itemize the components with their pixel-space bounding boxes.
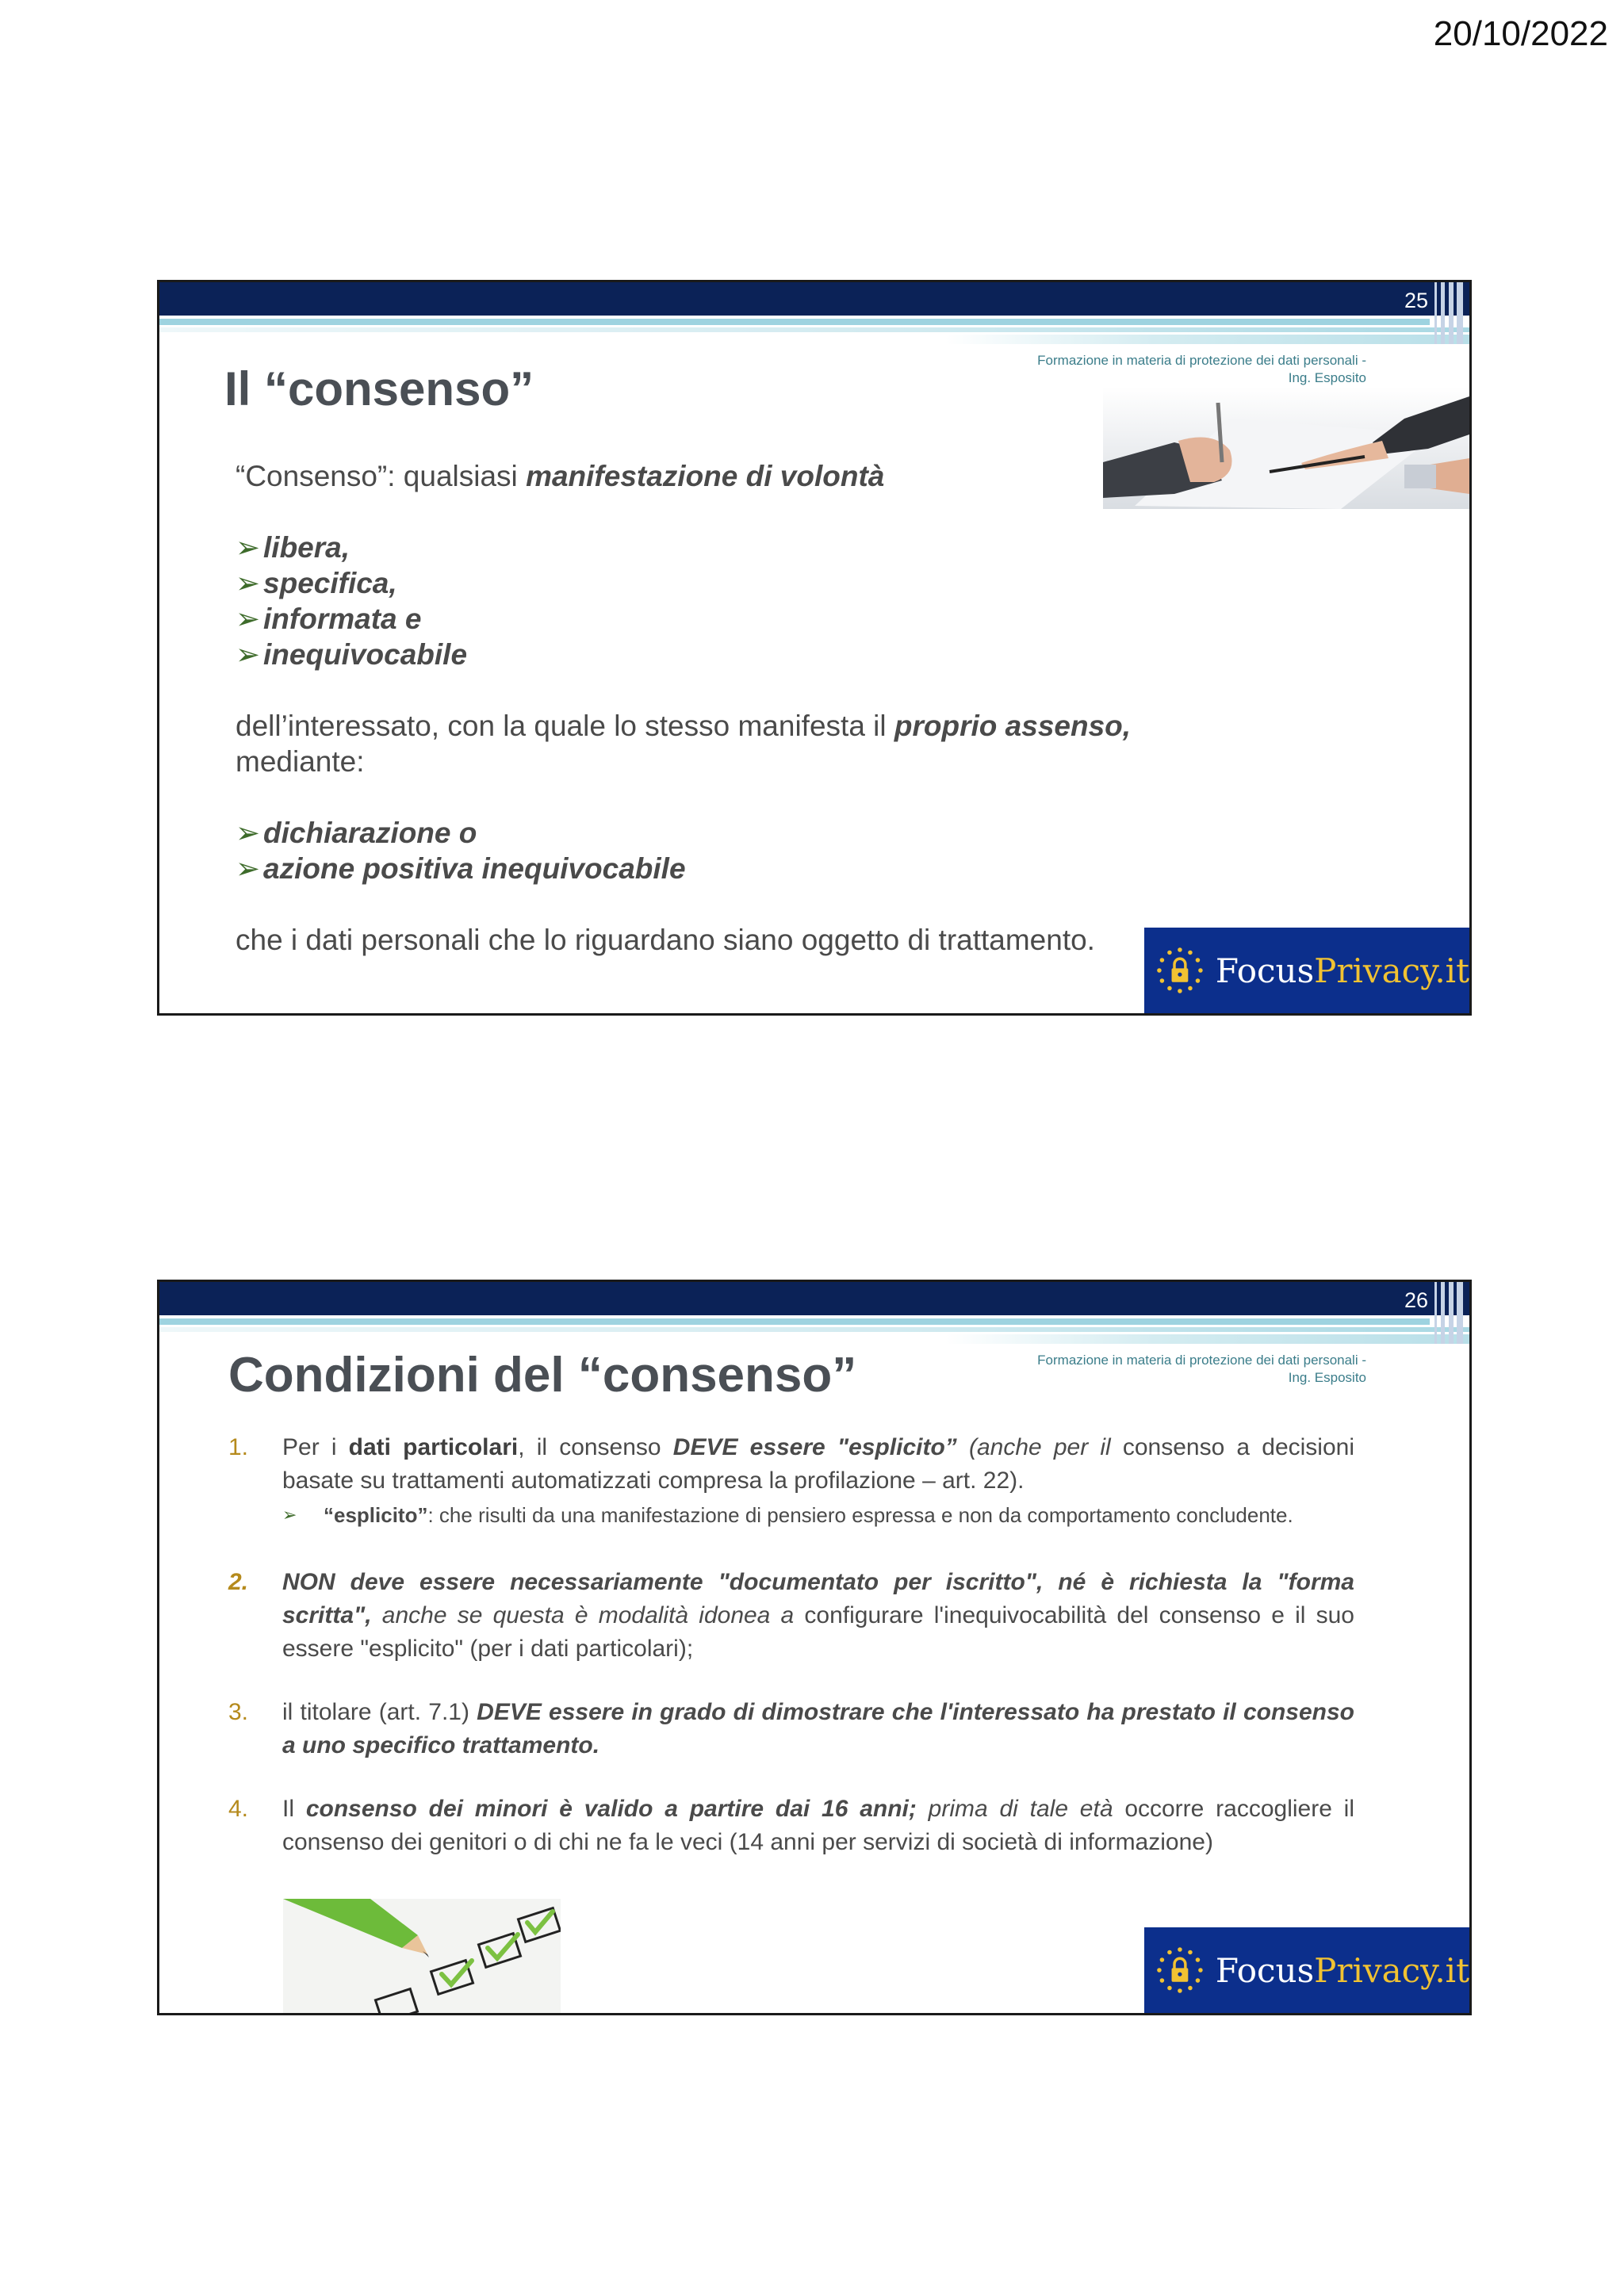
condition-subitem: ➢ “esplicito”: che risulti da una manifestazione di pensiero espressa e non da comportamento concludente. — [282, 1503, 1293, 1527]
focusprivacy-logo: FocusPrivacy.it — [1144, 1927, 1469, 2013]
middle-line: dell’interessato, con la quale lo stesso manifesta il proprio assenso, mediante: — [236, 710, 1132, 778]
slide-25 — [157, 280, 1472, 1016]
eu-lock-icon — [1154, 1940, 1206, 2000]
list-item: ➢ informata e — [236, 603, 422, 635]
qualities-list — [236, 530, 1266, 672]
eu-lock-icon — [1154, 940, 1206, 1001]
condition-item-3: 3. il titolare (art. 7.1) DEVE essere in grado di dimostrare che l'interessato ha prestato il consenso a uno specifico trattamento. — [228, 1699, 1354, 1758]
decor-stripes — [1434, 282, 1466, 344]
decor-band — [159, 1318, 1430, 1325]
slide-top-bar — [159, 1282, 1469, 1315]
decor-band — [945, 335, 1469, 344]
condition-item-2: 2. NON deve essere necessariamente "documentato per iscritto", né è richiesta la "forma scritta", anche se questa è modalità idonea a configurare l'inequivocabilità del consenso e il suo essere "esplicito" (per i dati particolari); — [228, 1569, 1354, 1662]
header-note: Formazione in materia di protezione dei dati personali - Ing. Esposito — [1037, 1353, 1366, 1385]
decor-band — [945, 1334, 1469, 1344]
list-item: ➢ dichiarazione o — [236, 817, 477, 849]
checklist-pencil-photo — [283, 1899, 561, 2013]
slide-title: Il “consenso” — [224, 362, 534, 415]
slide-number: 26 — [1404, 1288, 1428, 1312]
decor-band — [159, 1327, 1469, 1332]
means-list — [236, 815, 1266, 886]
page-date: 20/10/2022 — [1433, 14, 1608, 53]
conditions-list — [228, 1431, 1354, 1859]
header-note: Formazione in materia di protezione dei dati personali - Ing. Esposito — [1037, 353, 1366, 385]
list-item: ➢ specifica, — [236, 567, 397, 599]
slide-top-bar — [159, 282, 1469, 316]
list-item: ➢ azione positiva inequivocabile — [236, 852, 686, 885]
focusprivacy-logo: FocusPrivacy.it — [1144, 928, 1469, 1013]
slide-number: 25 — [1404, 289, 1428, 312]
condition-item-1: 1. Per i dati particolari, il consenso DEVE essere "esplicito” (anche per il consenso a decisioni basate su trattamenti automatizzati compresa la profilazione – art. 22). — [228, 1434, 1355, 1494]
list-item: ➢ inequivocabile — [236, 638, 468, 671]
decor-band — [159, 327, 1469, 332]
slide-body — [236, 458, 1266, 958]
slide-title: Condizioni del “consenso” — [228, 1348, 857, 1402]
intro-line: “Consenso”: qualsiasi manifestazione di volontà — [236, 460, 885, 492]
decor-stripes — [1434, 1282, 1466, 1344]
slide-26 — [157, 1280, 1472, 2015]
decor-band — [159, 319, 1430, 325]
condition-item-4: 4. Il consenso dei minori è valido a partire dai 16 anni; prima di tale età occorre raccogliere il consenso dei genitori o di chi ne fa le veci (14 anni per servizi di società di informazione) — [228, 1796, 1355, 1855]
list-item: ➢ libera, — [236, 531, 350, 564]
closing-line: che i dati personali che lo riguardano siano oggetto di trattamento. — [236, 924, 1095, 956]
